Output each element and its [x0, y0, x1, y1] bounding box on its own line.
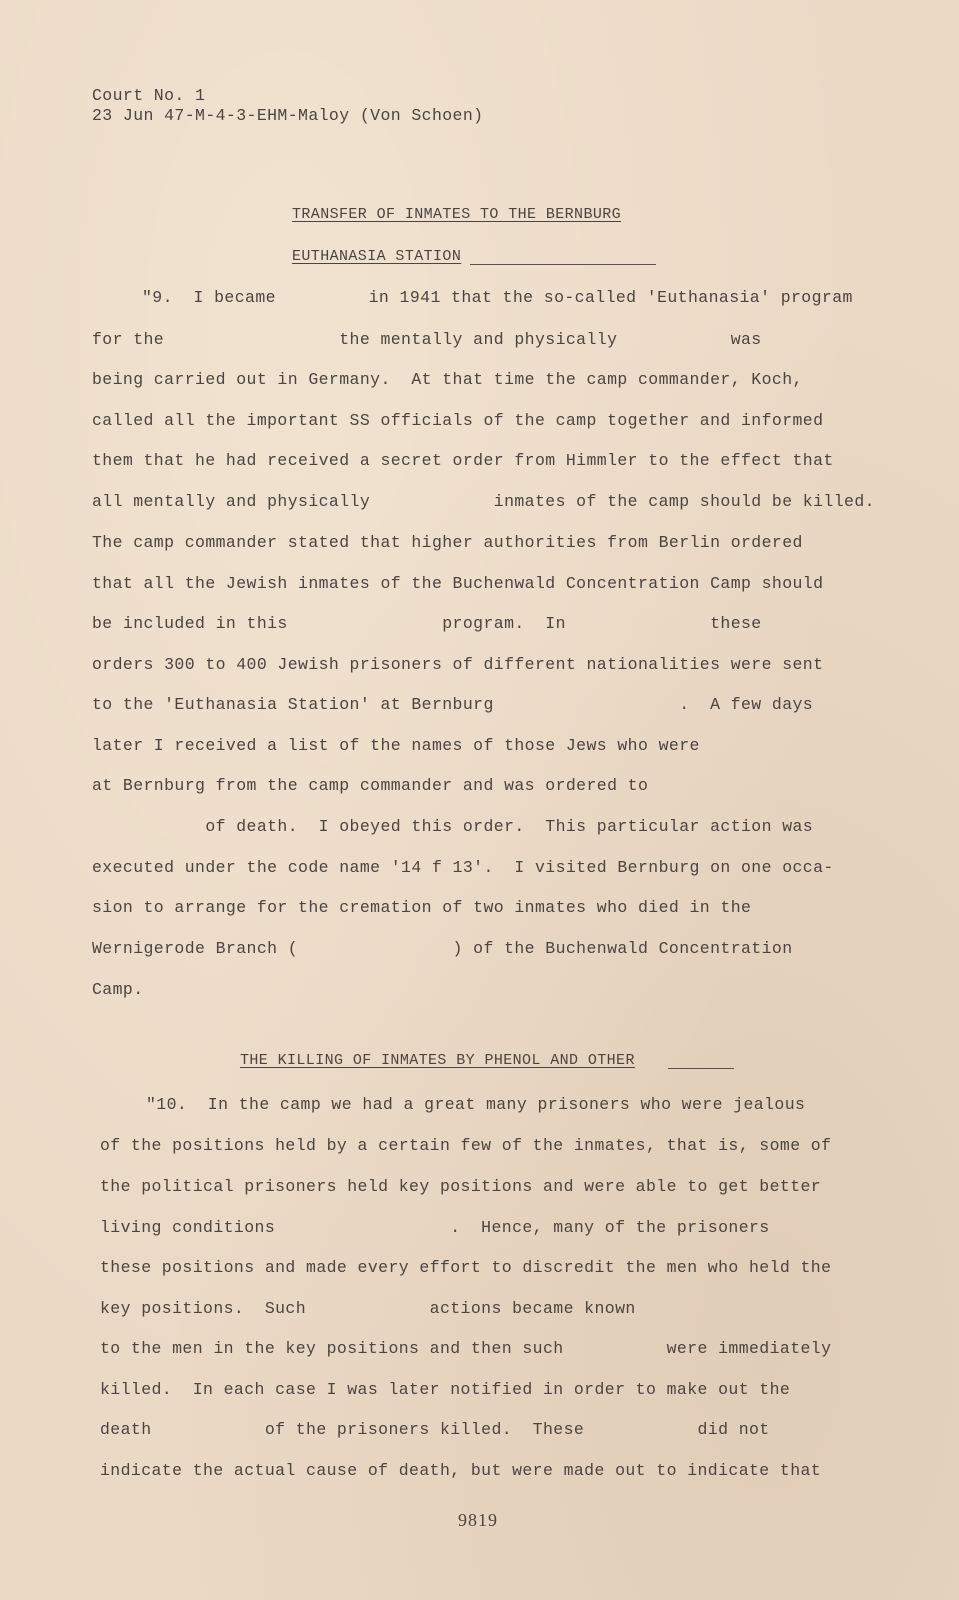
title-rule-1 — [470, 264, 656, 265]
paragraph-9-line: of death. I obeyed this order. This particular action was — [92, 817, 814, 836]
paragraph-9-line: being carried out in Germany. At that time the camp commander, Koch, — [92, 370, 803, 389]
section-title-killing: THE KILLING OF INMATES BY PHENOL AND OTHER — [240, 1052, 635, 1069]
paragraph-10-line: these positions and made every effort to discredit the men who held the — [100, 1258, 832, 1277]
paragraph-10-line: indicate the actual cause of death, but were made out to indicate that — [100, 1461, 822, 1480]
page-number: 9819 — [458, 1510, 498, 1530]
paragraph-9-line: them that he had received a secret order from Himmler to the effect that — [92, 451, 834, 470]
paragraph-9-line: executed under the code name '14 f 13'. I visited Bernburg on one occa- — [92, 858, 834, 877]
paragraph-9-line: at Bernburg from the camp commander and was ordered to — [92, 776, 649, 795]
paragraph-9-line: all mentally and physically inmates of the camp should be killed. — [92, 492, 875, 511]
paragraph-9-line: sion to arrange for the cremation of two inmates who died in the — [92, 898, 752, 917]
paragraph-10-line: to the men in the key positions and then such were immediately — [100, 1339, 832, 1358]
title-rule-2 — [668, 1068, 734, 1069]
paragraph-10-line: killed. In each case I was later notified in order to make out the — [100, 1380, 791, 1399]
section-title-transfer: TRANSFER OF INMATES TO THE BERNBURG — [292, 206, 622, 223]
paragraph-10-line: of the positions held by a certain few of the inmates, that is, some of — [100, 1136, 832, 1155]
paragraph-9-line: to the 'Euthanasia Station' at Bernburg . A few days — [92, 695, 814, 714]
paragraph-10-line: key positions. Such actions became known — [100, 1299, 636, 1318]
paragraph-9-line: for the the mentally and physically was — [92, 330, 762, 349]
section-title-euthanasia: EUTHANASIA STATION — [292, 248, 462, 265]
paragraph-10-line: the political prisoners held key positions and were able to get better — [100, 1177, 822, 1196]
paragraph-9-line: be included in this program. In these — [92, 614, 762, 633]
paragraph-10-line: death of the prisoners killed. These did not — [100, 1420, 770, 1439]
paragraph-9-line: Wernigerode Branch ( ) of the Buchenwald Concentration — [92, 939, 793, 958]
paragraph-9-line: The camp commander stated that higher authorities from Berlin ordered — [92, 533, 803, 552]
paragraph-9-line: Camp. — [92, 980, 144, 999]
paragraph-9-line: later I received a list of the names of those Jews who were — [92, 736, 700, 755]
paragraph-10-line: living conditions . Hence, many of the prisoners — [100, 1218, 770, 1237]
court-number: Court No. 1 — [92, 86, 206, 105]
paragraph-10-line: "10. In the camp we had a great many prisoners who were jealous — [146, 1095, 806, 1114]
paragraph-9-line: called all the important SS officials of the camp together and informed — [92, 411, 824, 430]
document-reference: 23 Jun 47-M-4-3-EHM-Maloy (Von Schoen) — [92, 106, 484, 125]
paragraph-9-line: orders 300 to 400 Jewish prisoners of different nationalities were sent — [92, 655, 824, 674]
paragraph-9-line: that all the Jewish inmates of the Buchenwald Concentration Camp should — [92, 574, 824, 593]
paragraph-9-line: "9. I became in 1941 that the so-called 'Euthanasia' program — [142, 288, 853, 307]
